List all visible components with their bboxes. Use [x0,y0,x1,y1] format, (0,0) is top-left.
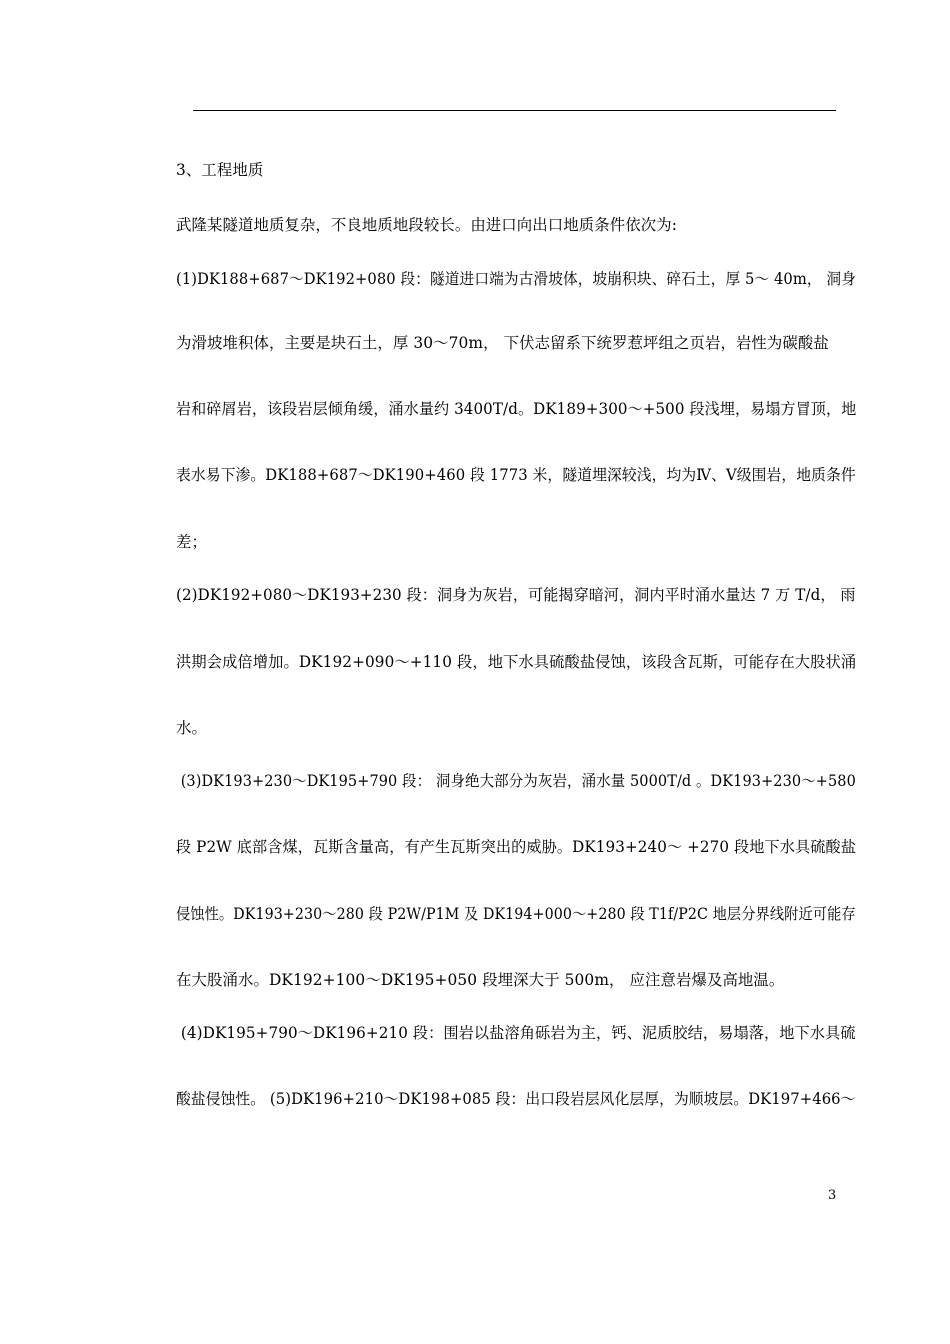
paragraph-line: (3)DK193+230～DK195+790 段： 洞身绝大部分为灰岩，涌水量 5000T/d 。DK193+230～+580 [176,772,856,790]
section-heading: 3、工程地质 [176,161,264,179]
paragraph-line: (2)DK192+080～DK193+230 段：洞身为灰岩，可能揭穿暗河，洞内平时涌水量达 7 万 T/d， 雨 [176,586,856,604]
paragraph-line: 水。 [176,719,207,737]
paragraph-line: (4)DK195+790～DK196+210 段：围岩以盐溶角砾岩为主，钙、泥质胶结，易塌落，地下水具硫 [176,1024,856,1042]
paragraph-line: 在大股涌水。DK192+100～DK195+050 段埋深大于 500m， 应注意岩爆及高地温。 [176,971,785,989]
header-rule [193,110,836,111]
paragraph-line: 岩和碎屑岩，该段岩层倾角缓，涌水量约 3400T/d。DK189+300～+500 段浅埋，易塌方冒顶，地 [176,400,857,418]
paragraph-line: 侵蚀性。DK193+230～280 段 P2W/P1M 及 DK194+000～+280 段 T1f/P2C 地层分界线附近可能存 [176,905,856,923]
paragraph-line: 表水易下渗。DK188+687～DK190+460 段 1773 米，隧道埋深较浅，均为Ⅳ、Ⅴ级围岩，地质条件 [176,466,856,484]
paragraph-line: 武隆某隧道地质复杂，不良地质地段较长。由进口向出口地质条件依次为: [176,216,677,234]
paragraph-line: 为滑坡堆积体，主要是块石土，厚 30～70m， 下伏志留系下统罗惹坪组之页岩，岩性为碳酸盐 [176,334,829,352]
page-number: 3 [828,1188,837,1203]
paragraph-line: 洪期会成倍增加。DK192+090～+110 段，地下水具硫酸盐侵蚀，该段含瓦斯，可能存在大股状涌 [176,653,857,671]
paragraph-line: 酸盐侵蚀性。 (5)DK196+210～DK198+085 段：出口段岩层风化层厚，为顺坡层。DK197+466～ [176,1090,856,1108]
paragraph-line: 段 P2W 底部含煤，瓦斯含量高，有产生瓦斯突出的威胁。DK193+240～ +270 段地下水具硫酸盐 [176,838,856,856]
paragraph-line: (1)DK188+687～DK192+080 段：隧道进口端为古滑坡体，坡崩积块、碎石土，厚 5～ 40m， 洞身 [176,270,856,288]
paragraph-line: 差； [176,533,207,551]
